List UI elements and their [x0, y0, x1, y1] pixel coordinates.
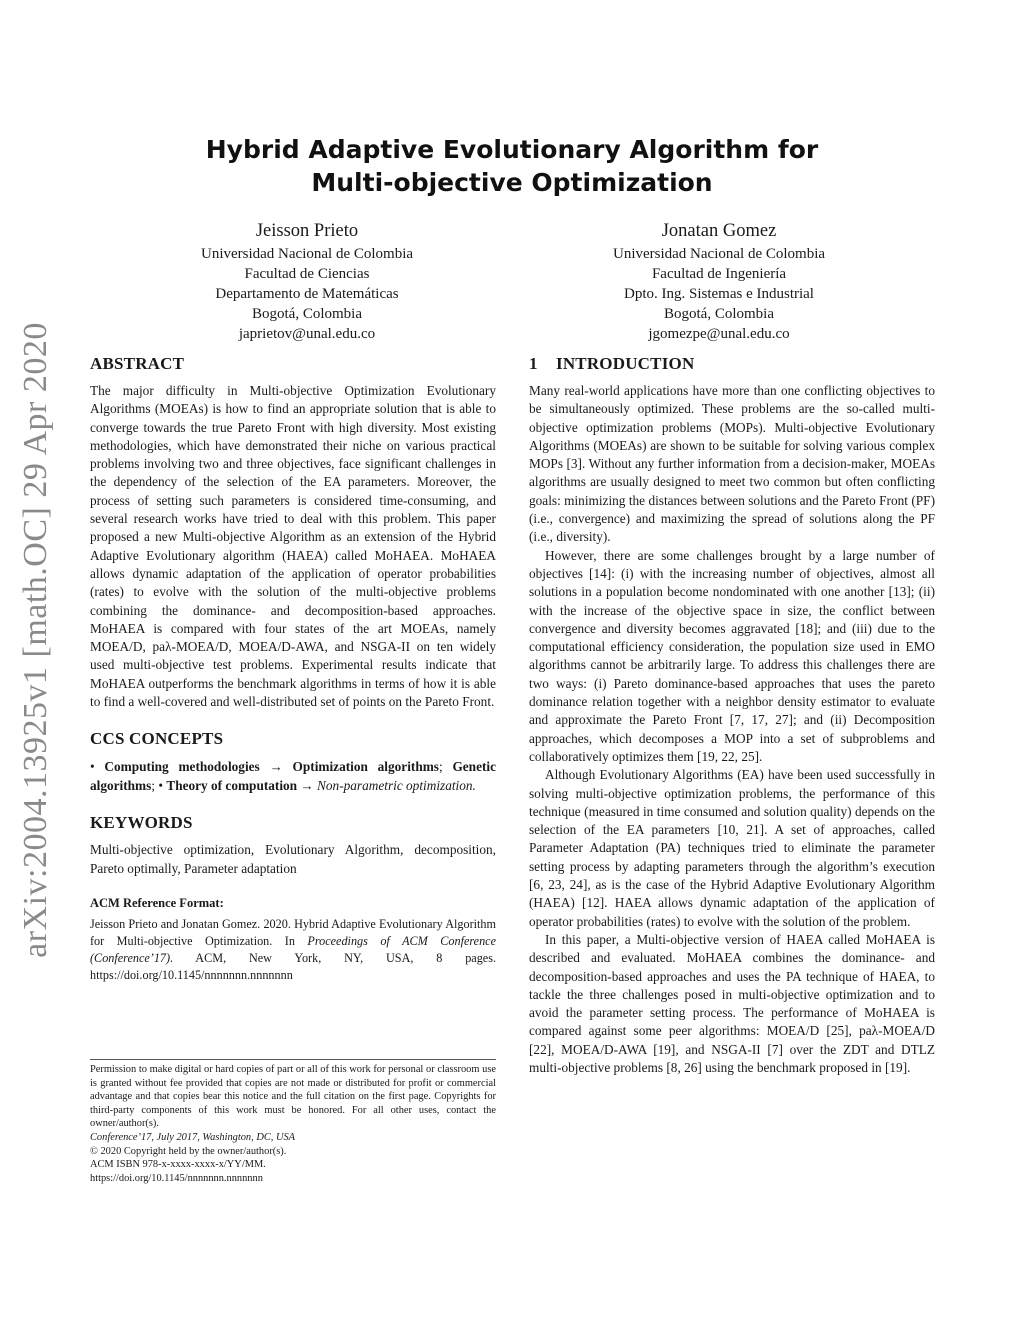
ccs-term: Optimization algorithms: [292, 759, 439, 775]
isbn-line: ACM ISBN 978-x-xxxx-xxxx-x/YY/MM.: [90, 1159, 266, 1171]
keywords-text: Multi-objective optimization, Evolutionary Algorithm, decomposition, Pareto optimally, Parameter adaptation: [90, 842, 496, 876]
ccs-heading: CCS CONCEPTS: [90, 729, 224, 749]
author-email: jgomezpe@unal.edu.co: [648, 326, 790, 342]
arxiv-identifier: arXiv:2004.13925v1 [math.OC] 29 Apr 2020: [17, 322, 54, 958]
ccs-arrow: →: [300, 778, 314, 794]
abstract-text: The major difficulty in Multi-objective Optimization Evolutionary Algorithms (MOEAs) is how to find an appropriate solution that is able to converge towards the true Pareto Front with high diversity. Most existing methodologies, which have demonstrated their niche on various practical problems involving two and three objectives, face significant challenges in the dependency of the selection of the EA parameters. Moreover, the process of setting such parameters is considered time-consuming, and several research works have tried to deal with this problem. This paper proposed a new Multi-objective Algorithm as an extension of the Hybrid Adaptive Evolutionary algorithm (HAEA) called MoHAEA. MoHAEA allows dynamic adaptation of the application of operator probabilities (rates) to evolve with the solution of the multi-objective problems combining the dominance- and decomposition-based approaches. MoHAEA is compared with four states of the art MOEAs, namely MOEA/D, paλ-MOEA/D, MOEA/D-AWA, and NSGA-II on ten widely used multi-objective test problems. Experimental results indicate that MoHAEA outperforms the benchmark algorithms in terms of how it is able to find a well-covered and well-distributed set of points on the Pareto Front.: [90, 383, 496, 710]
abstract-heading: ABSTRACT: [90, 354, 185, 373]
copyright-line: © 2020 Copyright held by the owner/author(s).: [90, 1145, 287, 1157]
ccs-bullet: •: [90, 759, 95, 775]
author-name: Jeisson Prieto: [255, 221, 359, 241]
introduction-heading: [529, 352, 935, 376]
right-column: [529, 352, 935, 1077]
author-affiliation: Universidad Nacional de Colombia: [200, 246, 414, 262]
reference-venue: Proceedings of ACM Conference (Conference’17).: [90, 934, 496, 966]
author-location: Bogotá, Colombia: [664, 306, 774, 322]
paper-title: [90, 133, 934, 199]
ccs-bullet: •: [158, 778, 163, 794]
conference-text: Conference’17, July 2017, Washington, DC, USA: [90, 1131, 295, 1143]
author-location: Bogotá, Colombia: [252, 306, 362, 322]
ccs-concepts: [90, 757, 496, 795]
intro-paragraph-3: Although Evolutionary Algorithms (EA) have been used successfully in solving multi-objective optimization problems, the performance of this technique (measured in time consumed and solution quality) depends on the selection of the EA parameters [10, 21]. A set of approaches, called Parameter Adaptation (PA) techniques tried to eliminate the parameter setting process by adapting parameters through the algorithm’s execution [6, 23, 24], as is the case of the Hybrid Adaptive Evolutionary Algorithm (HAEA) [12]. HAEA allows dynamic adaptation of the application of operator probabilities (rates) to evolve with the solution of the problem.: [529, 767, 935, 929]
conference-line: [90, 1131, 496, 1145]
author-affiliation: Departamento de Matemáticas: [215, 286, 399, 302]
section-number: 1: [529, 354, 538, 373]
intro-paragraph-4: In this paper, a Multi-objective version of HAEA called MoHAEA is described and evaluated. MoHAEA combines the dominance- and decomposition-based approaches and uses the PA technique of HAEA, to tackle the three challenges posed in multi-objective optimization and to avoid the parameter setting process. The performance of MoHAEA is compared against some peer algorithms: MOEA/D [25], paλ-MOEA/D [22], MOEA/D-AWA [19], and NSGA-II [7] over the ZDT and DTLZ multi-objective problems [8, 26] using the benchmark proposed in [19].: [529, 931, 935, 1075]
ccs-arrow: →: [269, 759, 283, 775]
reference-part: ACM, New York, NY, USA, 8 pages. https://doi.org/10.1145/nnnnnnn.nnnnnnn: [90, 951, 496, 983]
ccs-term: Genetic algorithms: [90, 759, 497, 794]
title-line-2: Multi-objective Optimization: [311, 168, 713, 197]
permission-notice: Permission to make digital or hard copies of part or all of this work for personal or classroom use is granted without fee provided that copies are not made or distributed for profit or commercial advantage and that copies bear this notice and the full citation on the first page. Copyrights for third-party components of this work must be honored. For all other uses, contact the owner/author(s).: [90, 1064, 496, 1130]
ccs-term: Non-parametric optimization.: [317, 778, 476, 794]
intro-paragraph-1: Many real-world applications have more than one conflicting objectives to be simultaneously optimized. These problems are the so-called multi-objective optimization problems (MOPs). Multi-objective Evolutionary Algorithms (MOEAs) are shown to be suitable for solving various complex MOPs [3]. Without any further information from a decision-maker, MOEAs algorithms are usually designed to meet two common but often conflicting goals: minimizing the distances between solutions and the Pareto Front (PF) (i.e., convergence) and maximizing the spread of solutions along the PF (i.e., diversity).: [529, 383, 935, 545]
left-column: [90, 352, 496, 984]
author-name: Jonatan Gomez: [661, 221, 777, 241]
author-block-2: [549, 218, 889, 344]
author-affiliation: Dpto. Ing. Sistemas e Industrial: [624, 286, 814, 302]
keywords-heading: KEYWORDS: [90, 813, 193, 833]
author-block-1: [137, 218, 477, 344]
footnote-rule: [90, 1059, 496, 1060]
reference-text: [90, 916, 496, 984]
copyright-footnote: [90, 1059, 496, 1185]
doi-line: https://doi.org/10.1145/nnnnnnn.nnnnnnn: [90, 1172, 263, 1184]
reference-part: Jeisson Prieto and Jonatan Gomez. 2020. Hybrid Adaptive Evolutionary Algorithm for Multi-objective Optimization. In: [90, 917, 496, 949]
section-title: INTRODUCTION: [556, 354, 695, 373]
ccs-term: Theory of computation: [166, 778, 298, 794]
title-line-1: Hybrid Adaptive Evolutionary Algorithm for: [205, 135, 819, 164]
author-affiliation: Facultad de Ingeniería: [651, 266, 787, 282]
ccs-separator: ;: [151, 778, 156, 794]
author-affiliation: Universidad Nacional de Colombia: [612, 246, 826, 262]
author-email: japrietov@unal.edu.co: [238, 326, 376, 342]
ccs-separator: ;: [438, 759, 443, 775]
ccs-term: Computing methodologies: [104, 759, 260, 775]
author-affiliation: Facultad de Ciencias: [244, 266, 370, 282]
arxiv-sidebar: [8, 320, 64, 960]
reference-heading: ACM Reference Format:: [90, 895, 224, 910]
intro-paragraph-2: However, there are some challenges brought by a large number of objectives [14]: (i) with the increasing number of objectives, almost all solutions in a population become nondominated with one another [13]; (ii) with the increase of the objective space in size, the conflict between convergence and diversity becomes aggravated [18]; and (iii) due to the computational efficiency consideration, the population size used in EMO algorithms cannot be arbitrarily large. To address this challenges there are two ways: (i) Pareto dominance-based approaches that uses the pareto dominance relation together with a neighbor density estimator to evaluate and approximate the Pareto Front [7, 17, 27]; and (ii) Decomposition approaches, which decomposes a MOP into a set of subproblems and collaboratively optimizes them [19, 22, 25].: [529, 547, 935, 764]
